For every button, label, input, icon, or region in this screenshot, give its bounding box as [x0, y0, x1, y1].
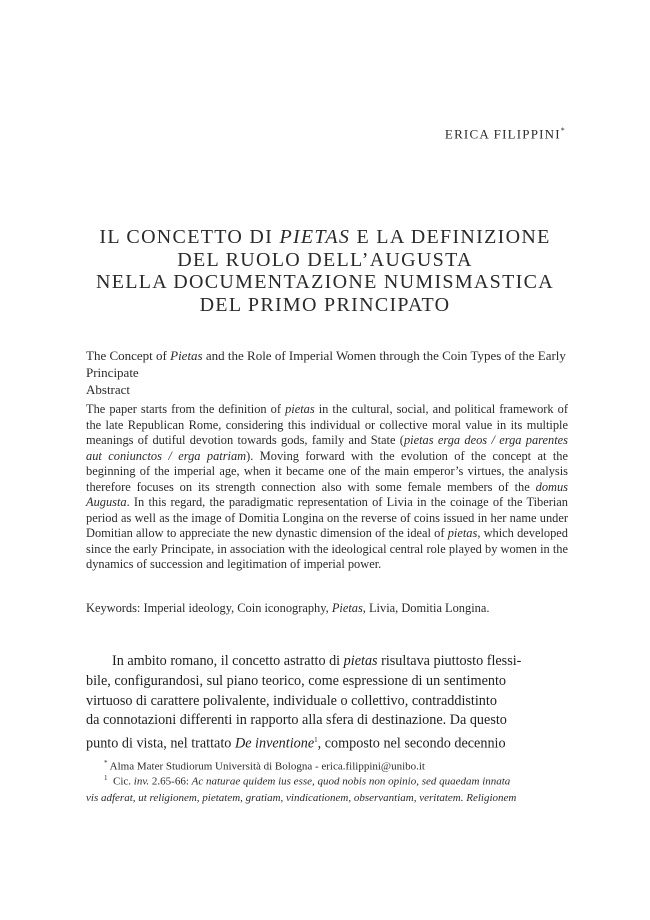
footnote-1: [86, 770, 570, 806]
title-line-4: DEL PRIMO PRINCIPATO: [199, 293, 451, 316]
abstract-part-4: . In this regard, the paradigmatic representation of Livia in the coinage of the Tiberian period as well as the image of Domitia Longina on the reverse of coins issued in her name under Domitian allow to appreciate the new dynastic dimension of the ideal of: [86, 495, 568, 541]
article-title: [60, 226, 590, 316]
body-line-1: [86, 652, 570, 672]
keywords-post: , Livia, Domitia Longina.: [362, 601, 490, 615]
body-line-1-em: pietas: [343, 653, 378, 669]
footnote-1-pre: Cic.: [113, 775, 134, 788]
english-title-pre: The Concept of: [86, 348, 171, 363]
abstract-em-3: domus Augusta: [86, 479, 568, 510]
author-name: [445, 126, 566, 142]
footnote-1-mid: 2.65-66:: [149, 775, 192, 788]
keywords-pre: Keywords: Imperial ideology, Coin iconography,: [86, 601, 332, 615]
abstract-em-4: pietas: [447, 526, 478, 541]
footnote-1-em-1: inv.: [133, 775, 150, 788]
title-line-3: NELLA DOCUMENTAZIONE NUMISMASTICA: [96, 271, 554, 293]
keywords: [86, 601, 576, 616]
body-line-5: [86, 731, 570, 755]
body-line-3: virtuoso di carattere polivalente, individuale o collettivo, contraddistinto: [86, 692, 497, 709]
body-line-1-post: risultava piuttosto flessi-: [377, 653, 522, 669]
english-title-post: and the Role of Imperial Women through the Coin Types of the Early Principate: [86, 348, 566, 380]
body-line-5-pre: punto di vista, nel trattato: [86, 735, 235, 752]
english-title: [86, 347, 576, 381]
footnote-1-line-2: [86, 790, 570, 806]
abstract-text: [86, 402, 568, 573]
body-line-1-pre: In ambito romano, il concetto astratto di: [112, 653, 344, 669]
footnote-1-em-2b: vis adferat, ut religionem, pietatem, gratiam, vindicationem, observantiam, veritatem. Religionem: [86, 791, 517, 804]
body-line-5-post: , composto nel secondo decennio: [317, 735, 506, 752]
keywords-em: Pietas: [331, 601, 363, 615]
footnote-ref-1[interactable]: 1: [314, 736, 318, 745]
title-line-2: DEL RUOLO DELL’AUGUSTA: [177, 248, 473, 271]
footnote-1-line-1: [86, 770, 570, 790]
title-line-1-pre: IL CONCETTO DI: [99, 226, 280, 248]
body-line-2: bile, configurandosi, sul piano teorico, come espressione di un sentimento: [86, 672, 507, 689]
abstract-part-5: , which developed since the early Principate, in association with the ideological central role played by women in the dynamics of succession and legitimation of imperial power.: [86, 526, 568, 572]
author-name-text: ERICA FILIPPINI: [444, 126, 561, 142]
body-paragraph: [86, 652, 570, 755]
body-line-4: da connotazioni differenti in rapporto alla sfera di destinazione. Da questo: [86, 712, 507, 729]
abstract-heading: Abstract: [86, 382, 131, 397]
abstract-part-3: ). Moving forward with the evolution of the concept at the beginning of the imperial age, when it became one of the main emperor’s virtues, the analysis therefore focuses on its strength connection also with some female members of the: [86, 448, 568, 494]
title-line-1: [60, 226, 590, 249]
english-title-em: Pietas: [170, 348, 203, 363]
author-footnote-mark: *: [560, 126, 566, 135]
body-line-5-em: De inventione: [234, 735, 315, 752]
abstract-em-1: pietas: [285, 402, 315, 416]
footnote-1-em-2a: Ac naturae quidem ius esse, quod nobis non opinio, sed quaedam innata: [191, 775, 511, 788]
abstract-em-2: pietas erga deos / erga parentes aut coniunctos / erga patriam: [86, 433, 568, 463]
footnote-affiliation-mark: *: [104, 759, 108, 767]
abstract-part-1: The paper starts from the definition of: [86, 402, 286, 416]
abstract-part-2: in the cultural, social, and political framework of the late Republican Rome, considering this individual or collective moral value in its multiple meanings of dutiful devotion towards gods, family and State (: [86, 402, 569, 448]
title-line-1-post: E LA DEFINIZIONE: [350, 226, 551, 248]
footnote-1-number: 1: [104, 774, 108, 782]
footnote-affiliation-text: Alma Mater Studiorum Università di Bologna - erica.filippini@unibo.it: [109, 760, 425, 773]
title-line-1-em: PIETAS: [279, 226, 351, 248]
